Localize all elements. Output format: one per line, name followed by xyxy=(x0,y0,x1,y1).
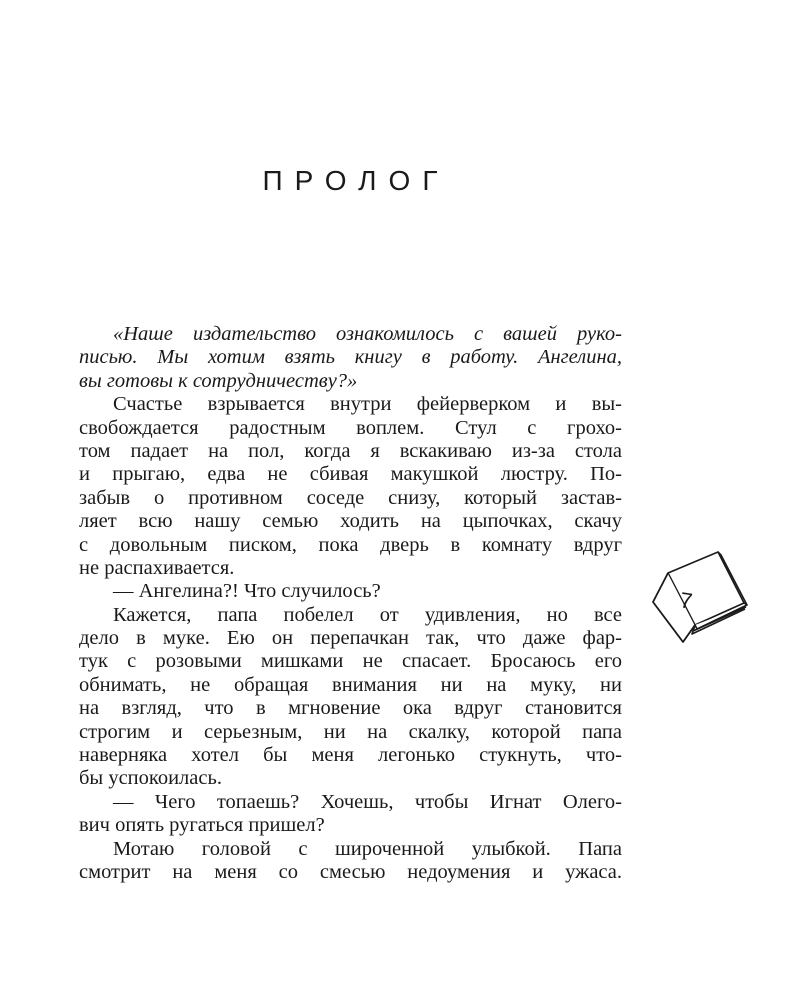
text-line: и прыгаю, едва не сбивая макушкой люстру. По- xyxy=(79,463,622,486)
text-line: ляет всю нашу семью ходить на цыпочках, скачу xyxy=(79,510,622,533)
text-line: Счастье взрывается внутри фейерверком и вы- xyxy=(113,393,622,416)
text-line: бы успокоилась. xyxy=(79,767,222,790)
text-line: наверняка хотел бы меня легонько стукнуть, что- xyxy=(79,744,622,767)
text-line: с довольным писком, пока дверь в комнату вдруг xyxy=(79,533,622,556)
text-line: на взгляд, что в мгновение ока вдруг становится xyxy=(79,697,622,720)
text-line: Кажется, папа побелел от удивления, но все xyxy=(113,603,622,626)
text-line: не распахивается. xyxy=(79,556,235,579)
text-line: забыв о противном соседе снизу, который застав- xyxy=(79,486,622,509)
text-line: «Наше издательство ознакомилось с вашей руко- xyxy=(113,323,622,345)
text-line: писью. Мы хотим взять книгу в работу. Ангелина, xyxy=(79,346,622,369)
text-line: тук с розовыми мишками не спасает. Бросаюсь его xyxy=(79,650,622,673)
page-number: 7 xyxy=(678,587,694,614)
text-line: смотрит на меня со смесью недоумения и ужаса. xyxy=(79,860,622,883)
text-line: — Ангелина?! Что случилось? xyxy=(113,580,381,603)
chapter-title: ПРОЛОГ xyxy=(262,164,450,196)
text-line: свобождается радостным воплем. Стул с грохо- xyxy=(79,416,622,439)
text-line: вич опять ругаться пришел? xyxy=(79,814,325,837)
body-text xyxy=(79,323,622,884)
text-line: Мотаю головой с широченной улыбкой. Папа xyxy=(113,837,622,860)
text-line: вы готовы к сотрудничеству?» xyxy=(79,369,358,392)
text-line: строгим и серьезным, ни на скалку, которой папа xyxy=(79,720,622,743)
text-line: дело в муке. Ею он перепачкан так, что даже фар- xyxy=(79,627,622,650)
text-line: — Чего топаешь? Хочешь, чтобы Игнат Олего- xyxy=(113,790,622,813)
text-line: том падает на пол, когда я вскакиваю из-за стола xyxy=(79,439,622,462)
notebook-icon xyxy=(648,545,748,645)
text-line: обнимать, не обращая внимания ни на муку, ни xyxy=(79,673,622,696)
